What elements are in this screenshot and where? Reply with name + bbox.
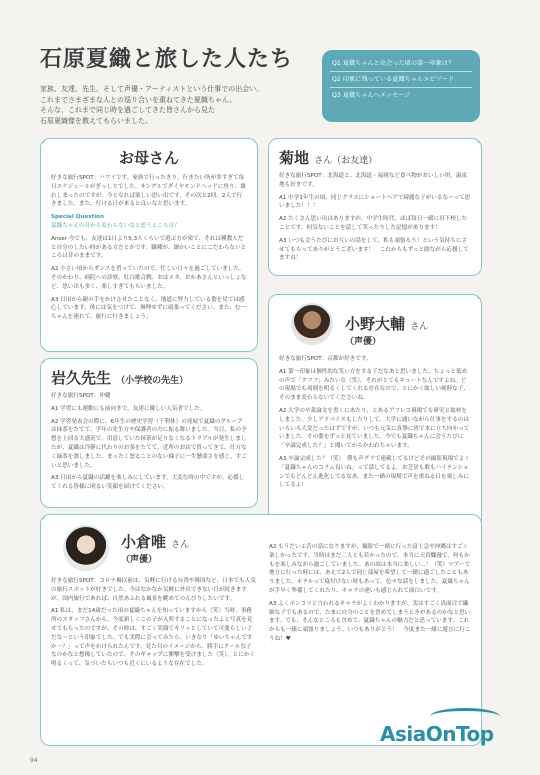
card-role: （声優） — [121, 555, 158, 565]
answer-3: A3 日頃から夏織の活躍を楽しみにしています。大変な時の中ですが、応援してくれる皆様に明るい笑顔を届けてください。 — [51, 475, 245, 491]
answer-1: A1 第一印象は個性的な笑い方をする子だなあと思いました。ちょっと低めの声で「クフフ」みたいな（笑）。それがとてもキュートなんですよね。どの現場でも周囲を明るくしてくれる存在なので、とにかく眩しい純粋な子、そのまま変わらないでくださいね。 — [279, 368, 470, 402]
card-body-right — [269, 543, 473, 648]
card-name: お母さん — [118, 149, 179, 167]
card-name: 小野大輔 — [345, 315, 406, 333]
watermark-logo: AsiaOnTop — [380, 722, 494, 746]
answer-1: A1 学習にも運動にも前向きで、友達に優しい人気者でした。 — [51, 405, 206, 412]
questions-box — [322, 50, 480, 122]
answer-3: A3 いつも会うたびにお互いの話をして、私も頑張ろう！という気持ちにさせてもらってありがとうございます！ これからもずっと陰ながら応援してますね！ — [279, 237, 469, 262]
card-dot — [40, 358, 45, 363]
card-dot — [40, 138, 45, 143]
intro-line: これまでさまざまな人との巡り合いを重ねてきた夏織ちゃん。 — [40, 95, 237, 104]
answer-1: A1 私は、まだ14歳だった頃の夏織ちゃんを知っていますから（笑）当時、事務所のスタッフさんから、今度新しくこの子が入所することになったよと写真を見せてもらったのですが、その時は、すごく笑顔でキリッとしていて可愛らしい子だな〜という印象でした。でも実際に会ってみたら、いきなり「ゆいちゃんですか〜？」って声をかけられたんです。見た目のイメージから、勝手にクールな子なのかなと想像していたので、そのギャップに衝撃を受けました（笑）。とにかく明るくって、気づいたらいつも近くにいるような存在でした。 — [51, 608, 256, 668]
travel-spot: 好きな旅行SPOT：北海道と、北海道・福岡など食べ物がおいしい所。温泉地も好きです。 — [279, 173, 468, 188]
answer-3: A3 卒論完成した？（笑） 僕も声グラで連載してるけどその撮影現場でよく「夏織ちゃんのコラム良いね」って話してるよ。お芝居も歌もハイテンションでもどんどん進化してるなあ。また一緒の現場で声を重ねる日を楽しみにしてるよ！ — [279, 455, 470, 489]
card-body-left — [51, 577, 256, 673]
answer-2: A2 大学の卒業論文を書くにあたり、とあるアフレコ現場でも研究と取材をしました。少しアドバイスもしたりして、大学に通いながら仕事をするのはいろいろ大変だったはずですが、いつも元気に真摯に皆で本に立ち向かっていました。その姿をずっと見ていました。今でも夏織ちゃんに会うたびに「卒論完成した？」と聞いてからかわれちゃいます。 — [279, 407, 470, 450]
card-iwahisa — [40, 358, 258, 508]
question-3: Q3 夏織ちゃんへメッセージ — [332, 92, 411, 99]
page-number: 94 — [30, 757, 38, 764]
travel-spot: 好きな旅行SPOT：京都が好きです。 — [279, 356, 372, 362]
intro-line: 石原夏織像を教えてもらいました。 — [40, 116, 152, 125]
card-name: 菊地 — [279, 149, 310, 167]
travel-spot: 好きな旅行SPOT：ハワイです。家族で行ったきり、行きたい所が多すぎて毎日スケジュールがぎっしりでした。サングルでダイヤモンドヘッドに登り、壊れしまったのですが、今となれば楽しい思い出です。その次と2回、2人で行きました。また、行ける日が来ると良いなと思います。 — [51, 175, 246, 208]
card-body — [51, 174, 247, 322]
travel-spot: 好きな旅行SPOT：コロナ禍以前は、気軽に行ける台湾や韓国など、日本でも人気の旅行スポットが好きでした。今はなかなか気軽に外出できない日が続きますが、国内旅行であれば、自然あふれる風景を眺めてのんびりしたいです。 — [51, 578, 256, 602]
answer-3: A3 よくポンコツと言われるキャラがよくわかりますが、実はすごく真面目で繊細な子でもあるので、たまに自分のことを責めてしまうときがあるのかなと思います。でも、そんなところも含めて、夏織ちゃんの魅力だと思っています。これからも一緒に頑張りましょう。いつもありがとう！ 今度また一緒に遊びに行こうね！♥ — [269, 600, 471, 642]
card-body — [51, 392, 247, 492]
answer-2: A2 もうだいぶ昔の話になりますが、撮影で一緒に行った富士急や沖縄はすごく楽しかったです。当時はまだ二人とも若かったので、本当に天真爛漫で、何もかもを楽しみながら過ごしていました。あの頃は本当に楽しい…！（笑）ツアーで地方に行った時には、あえて2人で同じ部屋を希望して一緒に過ごしたこともありました。ホテルって寝付けない時もあって、色々な話をしました。夏織ちゃんが手早く準備してくれたり、キャラの違いも感じられて面白いです。 — [269, 544, 471, 594]
answer-2: A2 小さい頃からダンスを習っていたので、忙しい日々を過ごしていました。そのかわり、病院への診察、紅白歌合戦、おはスタ、おかあさんといっしょなど、思い出も多く、楽しすぎてもらいました。 — [51, 266, 247, 290]
card-dot — [477, 294, 482, 299]
card-ono — [268, 294, 482, 530]
answer-2: A2 学習発表会の際に、6年生の歴史学習（千利休）の発展で夏織のグループは抹茶をたてて、学年の先生方や保護者の方に振る舞いました。当日、私の予想を上回る大盛況で、用意していた抹茶が足りなくなるトラブルが発生しましたが、夏織は冷静に代わりのお茶をたてて、近所のお店で買ってきて、仕方なく緑茶を渡しました。まったく怒ることのない様子に一生懸命さを感じ、すごいと思いました。 — [51, 418, 247, 469]
intro-line: そんな、これまで同じ時を過ごしてきた皆さんから見た — [40, 106, 215, 114]
card-ogura — [40, 514, 482, 746]
card-name-suffix: さん — [171, 540, 190, 550]
intro-line: 家族、友達、先生、そして声優・アーティストという仕事での出会い。 — [40, 85, 264, 93]
special-question-text: 夏織ちゃんの昔から変わらないなと思うところは？ — [51, 222, 180, 229]
special-question-title: Special Question — [51, 214, 104, 221]
card-role: （声優） — [345, 337, 382, 347]
card-body — [279, 172, 471, 263]
avatar-photo — [291, 303, 333, 345]
card-name: 岩久先生 — [51, 369, 112, 387]
card-dot — [40, 514, 45, 519]
card-name-suffix: さん（お友達） — [314, 156, 378, 166]
card-name: 小倉唯 — [121, 533, 167, 551]
question-2: Q2 印象に残っている夏織ちゃんエピソード — [330, 72, 472, 88]
travel-spot: 好きな旅行SPOT：沖縄 — [51, 393, 111, 399]
card-name-suffix: （小学校の先生） — [116, 376, 189, 386]
answer-1: A1 中学1年生の頃。同じクラスにショートヘアで綺麗な子がいるなーって思いました！！！ — [279, 194, 471, 210]
answer: Anser 今でも、友達は1日より5,3人くらいで遊ぶ方が楽で、それは種教人だと自分のしたい時がある方だとかです。職種が、細かいことにこだわらないところは昔のままです。 — [51, 235, 247, 260]
avatar-photo — [63, 525, 109, 571]
card-dot — [477, 138, 482, 143]
card-name-suffix: さん — [410, 322, 429, 332]
question-1: Q1 夏織ちゃんと出会った頃の第一印象は？ — [330, 56, 472, 72]
card-mother — [40, 138, 258, 352]
answer-3: A3 日頃から親の手をかけさせたことなく、地道に努力している姿を見ては感心しています。体には気をつけて、無理せずに頑張ってください。また、む一ちゃんを連れて、旅行に行きましょう。 — [51, 296, 247, 321]
intro-text — [40, 84, 320, 126]
page-title: 石原夏織と旅した人たち — [40, 47, 294, 72]
answer-2: A2 たくさん思い出はありますが、中学生時代、ほぼ毎日一緒に昼下校したことです。何気ないことを話して笑ったりした記憶があります！ — [279, 216, 468, 231]
card-body — [279, 355, 471, 494]
card-kikuchi — [268, 138, 482, 276]
